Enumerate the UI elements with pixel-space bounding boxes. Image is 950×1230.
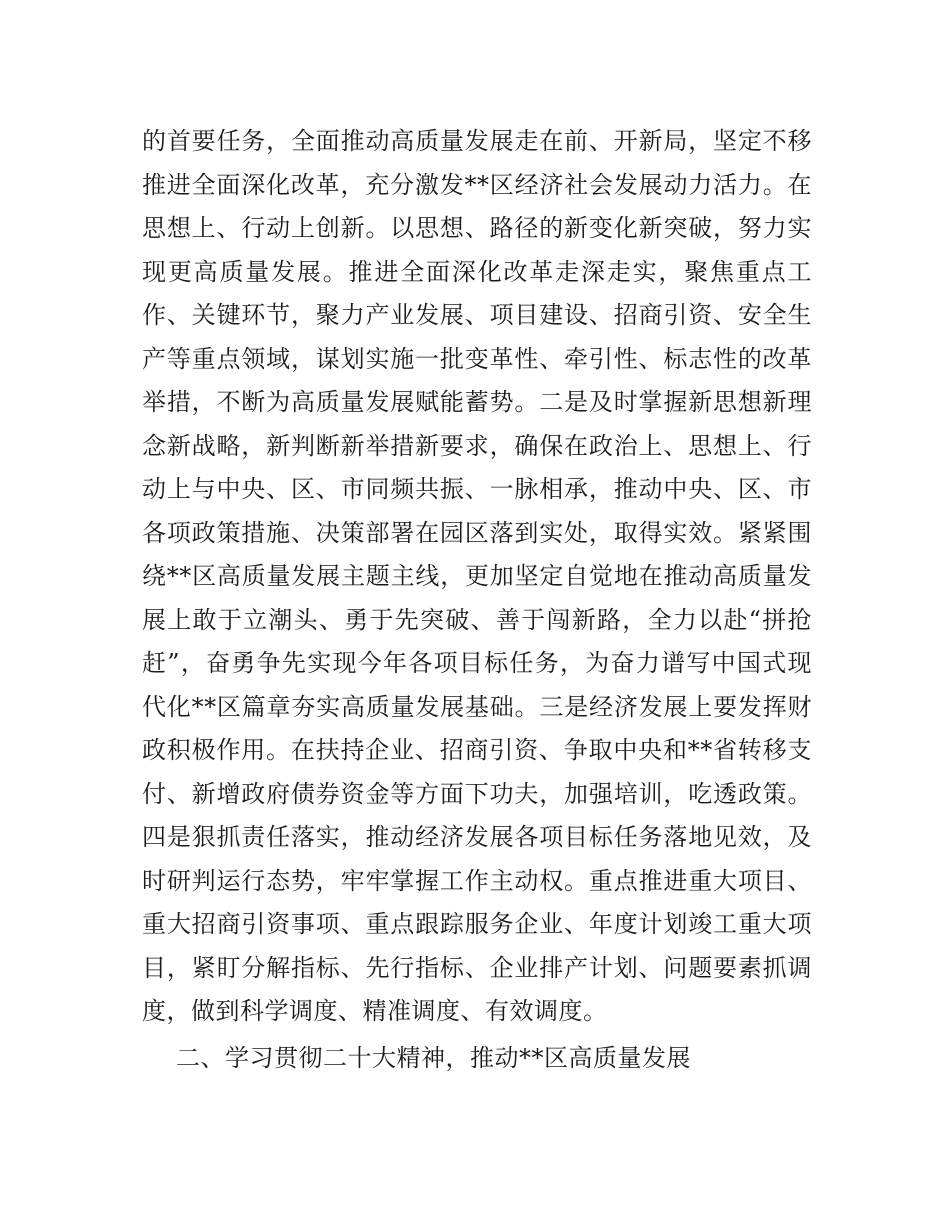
body-paragraph: 的首要任务，全面推动高质量发展走在前、开新局，坚定不移推进全面深化改革，充分激发**区经济社会发展动力活力。在思想上、行动上创新。以思想、路径的新变化新突破，努力实现更高质量发展。推进全面深化改革走深走实，聚焦重点工作、关键环节，聚力产业发展、项目建设、招商引资、安全生产等重点领域，谋划实施一批变革性、牵引性、标志性的改革举措，不断为高质量发展赋能蓄势。二是及时掌握新思想新理念新战略，新判断新举措新要求，确保在政治上、思想上、行动上与中央、区、市同频共振、一脉相承，推动中央、区、市各项政策措施、决策部署在园区落到实处，取得实效。紧紧围绕**区高质量发展主题主线，更加坚定自觉地在推动高质量发展上敢于立潮头、勇于先突破、善于闯新路，全力以赴“拼抢赶”，奋勇争先实现今年各项目标任务，为奋力谱写中国式现代化**区篇章夯实高质量发展基础。三是经济发展上要发挥财政积极作用。在扶持企业、招商引资、争取中央和**省转移支付、新增政府债券资金等方面下功夫，加强培训，吃透政策。四是狠抓责任落实，推动经济发展各项目标任务落地见效，及时研判运行态势，牢牢掌握工作主动权。重点推进重大项目、重大招商引资事项、重点跟踪服务企业、年度计划竣工重大项目，紧盯分解指标、先行指标、企业排产计划、问题要素抓调度，做到科学调度、精准调度、有效调度。 xyxy=(142,127,812,1025)
section-heading: 二、学习贯彻二十大精神，推动**区高质量发展 xyxy=(176,1044,691,1072)
